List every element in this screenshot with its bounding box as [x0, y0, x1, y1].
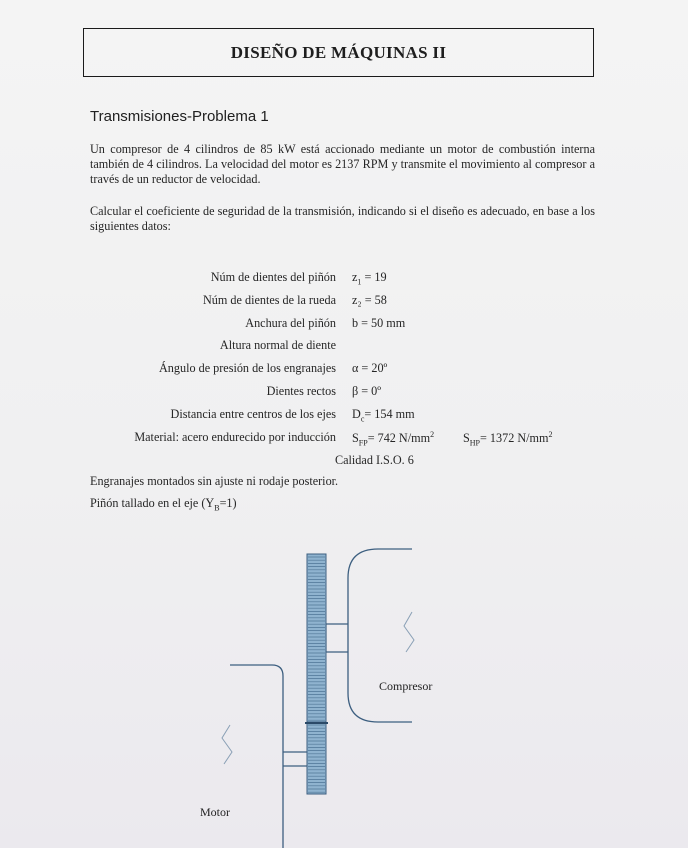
pinion-gear	[307, 722, 326, 794]
motor-housing	[230, 665, 283, 848]
alpha-label: Ángulo de presión de los engranajes	[158, 361, 336, 375]
motor-label: Motor	[200, 805, 230, 819]
compressor-break-mark	[404, 612, 414, 652]
calidad-label: Calidad I.S.O. 6	[335, 453, 414, 467]
dc-value: $D_c= 154$ mm	[352, 407, 415, 424]
b-value: b = 50 mm	[352, 316, 406, 330]
material-label: Material: acero endurecido por inducción	[134, 430, 336, 444]
montaje-note: Engranajes montados sin ajuste ni rodaje posterior.	[90, 474, 339, 488]
z1-value: $z_1 = 19$	[352, 270, 387, 287]
beta-label: Dientes rectos	[266, 384, 336, 398]
problem-instruction: Calcular el coeficiente de seguridad de la transmisión, indicando si el diseño es adecuado, en base a los siguientes datos:	[90, 204, 595, 233]
alpha-value: α = 20º	[352, 361, 388, 375]
motor-break-mark	[222, 725, 232, 764]
compresor-label: Compresor	[379, 679, 433, 693]
pinion-note: Piñón tallado en el eje $(Y_B=1)$	[90, 496, 237, 513]
dc-label: Distancia entre centros de los ejes	[170, 407, 336, 421]
transmission-diagram	[0, 540, 688, 848]
wheel-gear	[307, 554, 326, 722]
z2-label: Núm de dientes de la rueda	[203, 293, 336, 307]
beta-value: β = 0º	[352, 384, 382, 398]
z2-value: z₂ = 58	[352, 293, 387, 307]
page-title: DISEÑO DE MÁQUINAS II	[230, 42, 447, 62]
b-label: Anchura del piñón	[245, 316, 336, 330]
compressor-housing	[348, 549, 412, 722]
section-heading: Transmisiones-Problema 1	[90, 108, 269, 125]
h-label: Altura normal de diente	[219, 338, 336, 352]
sfp-value: $S_{FP}= 742$ $N/mm^2$	[352, 430, 435, 448]
page-title-box	[83, 28, 594, 77]
problem-statement: Un compresor de 4 cilindros de 85 kW está accionado mediante un motor de combustión interna también de 4 cilindros. La velocidad del motor es 2137 RPM y transmite el movimiento al compresor a través de un reductor de velocidad.	[90, 142, 595, 186]
shp-value: $S_{HP}= 1372$ $N/mm^2$	[463, 430, 553, 448]
z1-label: Núm de dientes del piñón	[210, 270, 336, 284]
